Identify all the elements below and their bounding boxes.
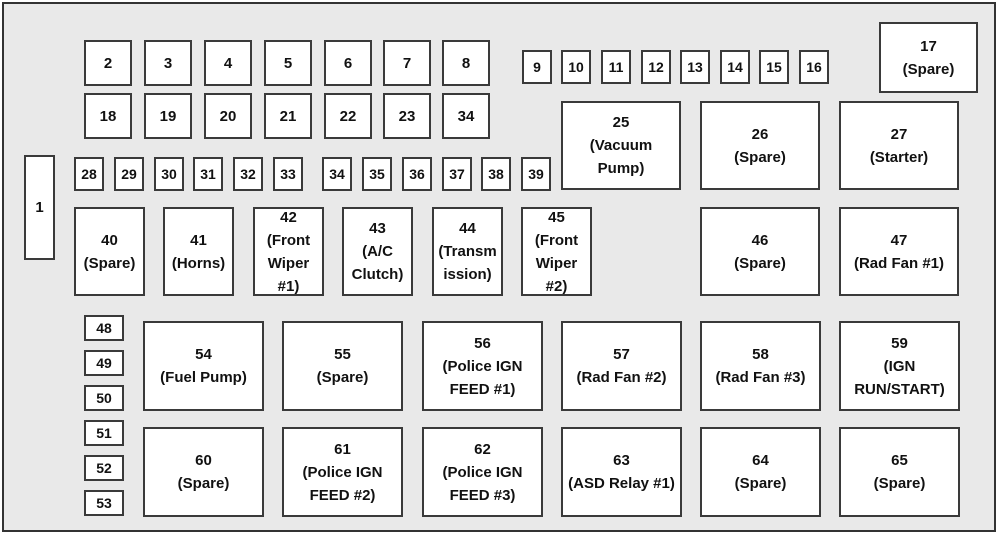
fuse-14: 14 bbox=[720, 50, 750, 84]
fuse-26: 26 (Spare) bbox=[700, 101, 820, 190]
fuse-32: 32 bbox=[233, 157, 263, 191]
fuse-34-upper: 34 bbox=[442, 93, 490, 139]
fuse-6: 6 bbox=[324, 40, 372, 86]
fuse-36: 36 bbox=[402, 157, 432, 191]
fuse-23: 23 bbox=[383, 93, 431, 139]
fuse-49: 49 bbox=[84, 350, 124, 376]
fuse-63: 63 (ASD Relay #1) bbox=[561, 427, 682, 517]
fuse-29: 29 bbox=[114, 157, 144, 191]
fuse-17: 17 (Spare) bbox=[879, 22, 978, 93]
fuse-5: 5 bbox=[264, 40, 312, 86]
fuse-42: 42 (Front Wiper #1) bbox=[253, 207, 324, 296]
fuse-28: 28 bbox=[74, 157, 104, 191]
fuse-12: 12 bbox=[641, 50, 671, 84]
fuse-47: 47 (Rad Fan #1) bbox=[839, 207, 959, 296]
fuse-33: 33 bbox=[273, 157, 303, 191]
fuse-9: 9 bbox=[522, 50, 552, 84]
fuse-18: 18 bbox=[84, 93, 132, 139]
fuse-19: 19 bbox=[144, 93, 192, 139]
fuse-15: 15 bbox=[759, 50, 789, 84]
fuse-53: 53 bbox=[84, 490, 124, 516]
fuse-16: 16 bbox=[799, 50, 829, 84]
fuse-13: 13 bbox=[680, 50, 710, 84]
fuse-40: 40 (Spare) bbox=[74, 207, 145, 296]
fuse-58: 58 (Rad Fan #3) bbox=[700, 321, 821, 411]
fuse-10: 10 bbox=[561, 50, 591, 84]
fuse-45: 45 (Front Wiper #2) bbox=[521, 207, 592, 296]
fuse-31: 31 bbox=[193, 157, 223, 191]
fuse-56: 56 (Police IGN FEED #1) bbox=[422, 321, 543, 411]
fuse-1: 1 bbox=[24, 155, 55, 260]
fuse-46: 46 (Spare) bbox=[700, 207, 820, 296]
fuse-34-lower: 34 bbox=[322, 157, 352, 191]
fuse-27: 27 (Starter) bbox=[839, 101, 959, 190]
fuse-59: 59 (IGN RUN/START) bbox=[839, 321, 960, 411]
fuse-11: 11 bbox=[601, 50, 631, 84]
fuse-8: 8 bbox=[442, 40, 490, 86]
fuse-51: 51 bbox=[84, 420, 124, 446]
fuse-55: 55 (Spare) bbox=[282, 321, 403, 411]
fuse-52: 52 bbox=[84, 455, 124, 481]
fuse-62: 62 (Police IGN FEED #3) bbox=[422, 427, 543, 517]
fuse-65: 65 (Spare) bbox=[839, 427, 960, 517]
fuse-4: 4 bbox=[204, 40, 252, 86]
fuse-3: 3 bbox=[144, 40, 192, 86]
fuse-35: 35 bbox=[362, 157, 392, 191]
fuse-30: 30 bbox=[154, 157, 184, 191]
fuse-20: 20 bbox=[204, 93, 252, 139]
fuse-25: 25 (Vacuum Pump) bbox=[561, 101, 681, 190]
fuse-64: 64 (Spare) bbox=[700, 427, 821, 517]
fuse-44: 44 (Transm ission) bbox=[432, 207, 503, 296]
fuse-61: 61 (Police IGN FEED #2) bbox=[282, 427, 403, 517]
fuse-7: 7 bbox=[383, 40, 431, 86]
fuse-57: 57 (Rad Fan #2) bbox=[561, 321, 682, 411]
fuse-22: 22 bbox=[324, 93, 372, 139]
fuse-37: 37 bbox=[442, 157, 472, 191]
fuse-60: 60 (Spare) bbox=[143, 427, 264, 517]
fuse-21: 21 bbox=[264, 93, 312, 139]
fuse-2: 2 bbox=[84, 40, 132, 86]
fuse-39: 39 bbox=[521, 157, 551, 191]
fuse-38: 38 bbox=[481, 157, 511, 191]
fuse-54: 54 (Fuel Pump) bbox=[143, 321, 264, 411]
fuse-48: 48 bbox=[84, 315, 124, 341]
fuse-50: 50 bbox=[84, 385, 124, 411]
fuse-43: 43 (A/C Clutch) bbox=[342, 207, 413, 296]
fuse-41: 41 (Horns) bbox=[163, 207, 234, 296]
fuse-box-diagram bbox=[2, 2, 996, 532]
